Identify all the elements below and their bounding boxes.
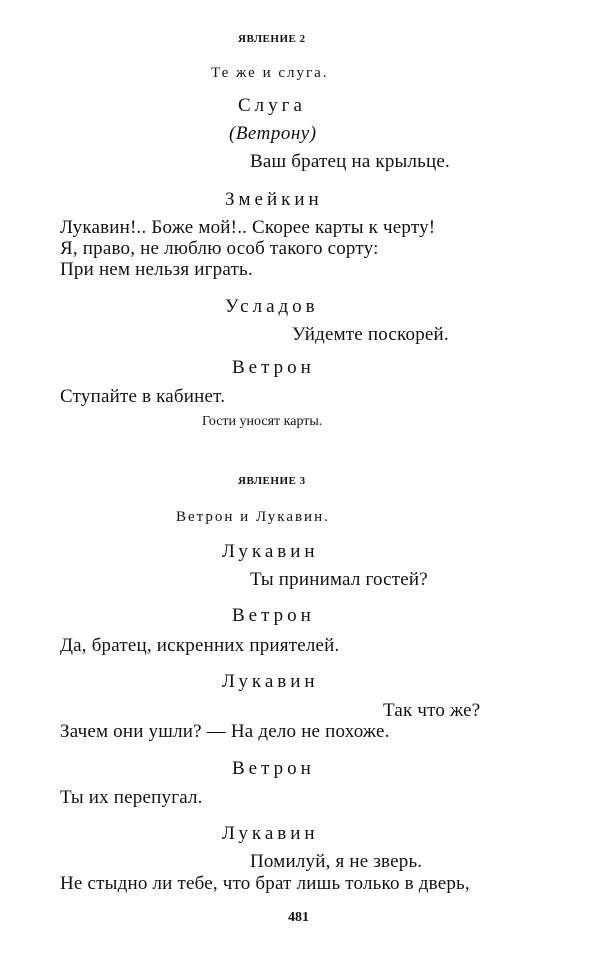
stage-aside: (Ветрону) bbox=[229, 123, 317, 144]
stage-direction: Те же и слуга. bbox=[211, 65, 329, 81]
verse-line: Зачем они ушли? — На дело не похоже. bbox=[60, 721, 390, 742]
verse-line: Лукавин!.. Боже мой!.. Скорее карты к черту! bbox=[60, 217, 436, 238]
speaker-name: Усладов bbox=[225, 296, 319, 317]
verse-line: Ступайте в кабинет. bbox=[60, 386, 226, 407]
verse-line: Уйдемте поскорей. bbox=[292, 324, 449, 345]
speaker-name: Лукавин bbox=[222, 541, 319, 562]
verse-line: Да, братец, искренних приятелей. bbox=[60, 635, 340, 656]
verse-line: Ваш братец на крыльце. bbox=[250, 151, 450, 172]
verse-line: Так что же? bbox=[383, 700, 481, 721]
verse-line: Я, право, не люблю особ такого сорту: bbox=[60, 238, 379, 259]
speaker-name: Ветрон bbox=[232, 758, 315, 779]
scene-heading: ЯВЛЕНИЕ 3 bbox=[238, 475, 306, 487]
speaker-name: Слуга bbox=[238, 95, 306, 116]
verse-line: Ты их перепугал. bbox=[60, 787, 203, 808]
page-number: 481 bbox=[288, 910, 309, 925]
speaker-name: Лукавин bbox=[222, 823, 319, 844]
speaker-name: Лукавин bbox=[222, 671, 319, 692]
scene-heading: ЯВЛЕНИЕ 2 bbox=[238, 33, 306, 45]
verse-line: Ты принимал гостей? bbox=[250, 569, 428, 590]
stage-direction: Гости уносят карты. bbox=[202, 414, 323, 429]
speaker-name: Ветрон bbox=[232, 357, 315, 378]
stage-direction: Ветрон и Лукавин. bbox=[176, 509, 330, 525]
verse-line: Не стыдно ли тебе, что брат лишь только в дверь, bbox=[60, 873, 470, 894]
speaker-name: Ветрон bbox=[232, 605, 315, 626]
speaker-name: Змейкин bbox=[225, 189, 323, 210]
verse-line: При нем нельзя играть. bbox=[60, 259, 253, 280]
verse-line: Помилуй, я не зверь. bbox=[250, 851, 423, 872]
